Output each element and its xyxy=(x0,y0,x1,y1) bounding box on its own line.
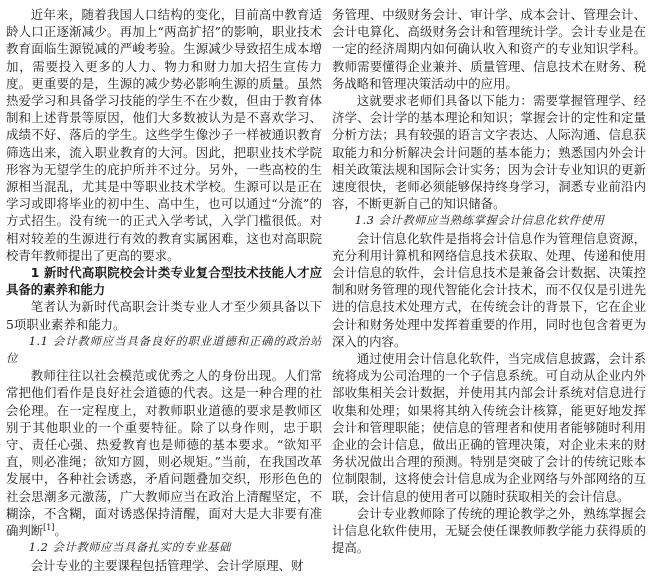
intro-paragraph: 近年来，随着我国人口结构的变化，目前高中教育适龄人口正逐渐减少。再加上“两高扩招”的影响，职业技术教育面临生源锐减的严峻考验。生源减少导致招生成本增加，需要投入更多的人力、物力和财力加大招生宣传力度。更重要的是，生源的减少势必影响生源的质量。虽然热爱学习和具备学习技能的学生不在少数，但由于教育体制和上述背景等原因，他们大多数被认为是不喜欢学习、成绩不好、落后的学生。这些学生像沙子一样被通识教育筛选出来，流入职业教育的大河。因此，把职业技术学院形容为无望学生的庇护所并不过分。另外，一些高校的生源相当混乱，尤其是中等职业技术学校。生源可以是正在学习或即将毕业的初中生、高中生，也可以通过“分流”的方式招生。没有统一的正式入学考试，入学门槛很低。对相对较差的生源进行有效的教育实属困难，这也对高职院校青年教师提出了更高的要求。 xyxy=(6,7,322,263)
abilities-paragraph: 这就要求老师们具备以下能力：需要掌握管理学、经济学、会计学的基本理论和知识；掌握会计的定性和定量分析方法；具有较强的语言文字表达、人际沟通、信息获取能力和分析解决会计问题的基本能力；熟悉国内外会计相关政策法规和国际会计实务；因为会计专业知识的更新速度很快，老师必须能够保持终身学习，洞悉专业前沿内容，不断更新自己的知识储备。 xyxy=(332,93,646,212)
right-column xyxy=(332,6,646,587)
software-usage-paragraph: 通过使用会计信息化软件，当完成信息披露，会计系统将成为公司治理的一个子信息系统。可自动从企业内外部收集相关会计数据，并使用其内部会计系统对信息进行收集和处理；如果将其纳入传统会计核算，能更好地发挥会计和管理职能；使信息的管理者和使用者能够随时利用企业的会计信息，做出正确的管理决策，对企业未来的财务状况做出合理的预测。特别是突破了会计的传统记账本位制限制，这将使会计信息成为企业网络与外部网络的互联，会计信息的使用者可以随时获取相关的会计信息。 xyxy=(332,351,646,504)
ethics-paragraph-end: 。 xyxy=(54,523,67,539)
citation-ref: [1] xyxy=(43,522,55,532)
curriculum-paragraph-continued: 务管理、中级财务会计、审计学、成本会计、管理会计、会计电算化、高级财务会计和管理统计学。会计专业是在一定的经济周期内如何确认收入和资产的专业知识学科。教师需要懂得企业兼并、质量管理、信息技术在财务、税务战略和管理决策活动中的应用。 xyxy=(332,7,646,91)
subsection-1-2-heading: 1.2 会计教师应当具备扎实的专业基础 xyxy=(28,540,231,555)
section-1-heading: 1 新时代高职院校会计类专业复合型技术技能人才应具备的素养和能力 xyxy=(6,265,322,298)
ethics-paragraph xyxy=(6,367,322,539)
software-definition-paragraph: 会计信息化软件是指将会计信息作为管理信息资源，充分利用计算机和网络信息技术获取、处理、传递和使用会计信息的软件，会计信息技术是兼备会计数据、决策控制和财务管理的现代智能化会计技术，而不仅仅是引进先进的信息技术处理方式，在传统会计的背景下，它在企业会计和财务处理中发挥着重要的作用，同时也包含着更为深入的内容。 xyxy=(332,230,646,349)
section-1-intro-paragraph: 笔者认为新时代高职会计类专业人才至少须具备以下5项职业素养和能力。 xyxy=(6,299,322,332)
subsection-1-3-heading: 1.3 会计教师应当熟练掌握会计信息化软件使用 xyxy=(354,213,605,228)
teaching-improvement-paragraph: 会计专业教师除了传统的理论教学之外，熟练掌握会计信息化软件使用，无疑会使任课教师教学能力获得质的提高。 xyxy=(332,505,646,556)
left-column xyxy=(6,6,322,587)
ethics-paragraph-text: 教师往往以社会模范或优秀之人的身份出现。人们常常把他们看作是良好社会道德的代表。这是一种合理的社会伦理。在一定程度上，对教师职业道德的要求是教师区别于其他职业的一个重要特征。除了以身作则，忠于职守、责任心强、热爱教育也是师德的基本要求。“欲知平直，则必准绳；欲知方圆，则必规矩。”当前，在我国改革发展中，各种社会诱惑，矛盾问题叠加交织，形形色色的社会思潮多元激荡，广大教师应当在政治上清醒坚定，不糊涂，不含糊，面对诱惑保持清醒，面对大是大非要有准确判断 xyxy=(6,368,322,539)
subsection-1-1-heading: 1.1 会计教师应当具备良好的职业道德和正确的政治站位 xyxy=(6,333,322,366)
curriculum-paragraph-start: 会计专业的主要课程包括管理学、会计学原理、财 xyxy=(30,557,304,573)
